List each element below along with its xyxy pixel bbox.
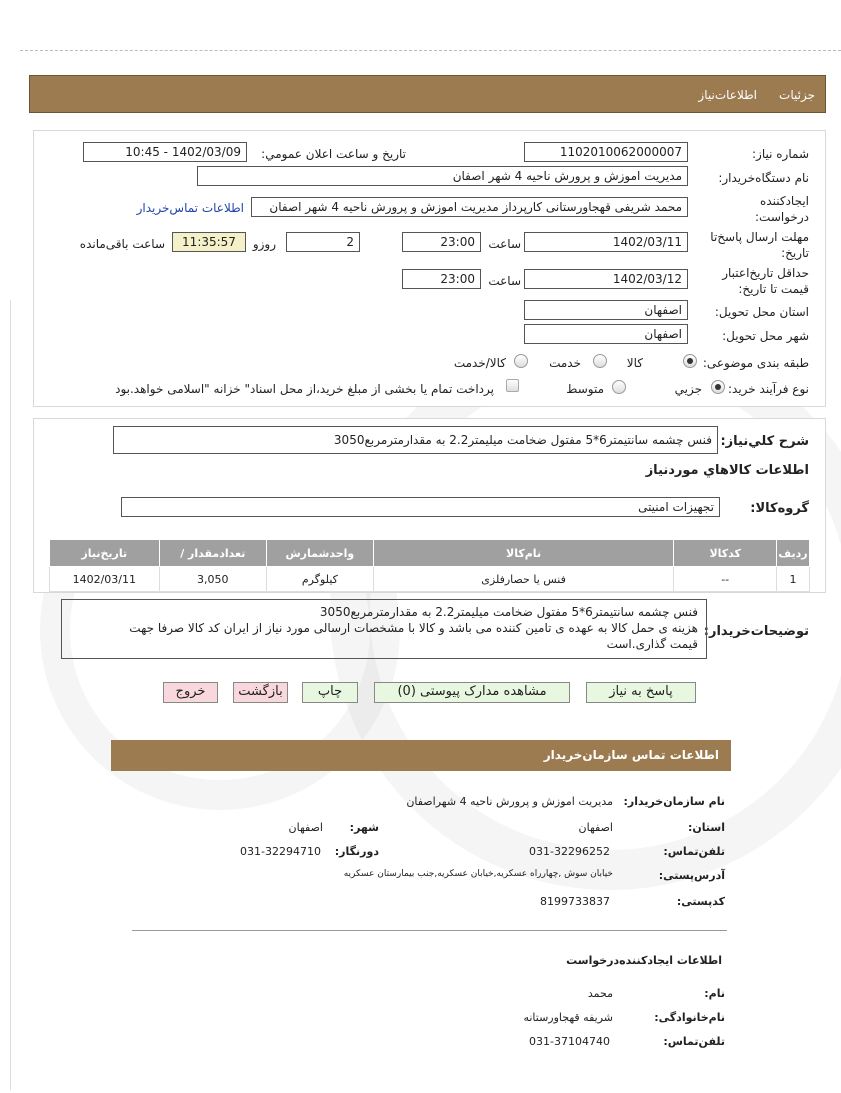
buyer-desc-line: قیمت گذاری.است: [606, 637, 698, 651]
announce-field: 1402/03/09 - 10:45: [83, 142, 247, 162]
contact-phone-label: تلفن‌تماس:: [663, 845, 725, 858]
table-cell: فنس یا حصارفلزی: [373, 567, 674, 592]
table-cell: 1402/03/11: [50, 567, 160, 592]
validity-date-field: 1402/03/12: [524, 269, 688, 289]
table-header: ردیف: [777, 540, 810, 567]
table-header: کدکالا: [674, 540, 777, 567]
validity-time-label: ساعت: [488, 274, 521, 288]
deadline-date-field: 1402/03/11: [524, 232, 688, 252]
header-bar: [29, 75, 826, 113]
buyer-desc-label: توضیحات‌خریدار:: [703, 624, 809, 639]
buyer-org-label: نام دستگاه‌خریدار:: [718, 171, 809, 185]
creator-label: ایجادکننده: [760, 194, 809, 208]
tab-need-info[interactable]: اطلاعات‌نیاز: [698, 88, 757, 102]
validity-time-field: 23:00: [402, 269, 481, 289]
buyer-contact-link[interactable]: اطلاعات تماس‌خریدار: [136, 201, 244, 215]
day-label: روزو: [252, 237, 276, 251]
deadline-time-label: ساعت: [488, 237, 521, 251]
exit-button[interactable]: خروج: [163, 682, 218, 703]
contact-divider: [132, 930, 727, 931]
contact-province: اصفهان: [578, 821, 613, 834]
province-label: استان محل تحویل:: [714, 305, 809, 319]
table-header: تعدادمقدار /: [159, 540, 266, 567]
need-number-field: 1102010062000007: [524, 142, 688, 162]
city-field: اصفهان: [524, 324, 688, 344]
buyer-org-field: مدیریت اموزش و پرورش ناحیه 4 شهر اصفان: [197, 166, 688, 186]
radio-medium[interactable]: [612, 380, 626, 394]
creator-field: محمد شریفی قهجاورستانی کارپرداز مدیریت اموزش و پرورش ناحیه 4 شهر اصفان: [251, 197, 688, 217]
contact-org-label: نام سازمان‌خریدار:: [623, 795, 725, 808]
radio-service[interactable]: [593, 354, 607, 368]
table-cell: 3,050: [159, 567, 266, 592]
table-cell: کیلوگرم: [266, 567, 373, 592]
contact-city: اصفهان: [288, 821, 323, 834]
table-header: نام‌کالا: [373, 540, 674, 567]
days-field: 2: [286, 232, 360, 252]
print-button[interactable]: چاپ: [302, 682, 358, 703]
announce-label: تاریخ و ساعت اعلان عمومي:: [261, 147, 406, 161]
need-number-label: شماره نیاز:: [752, 147, 809, 161]
table-cell: 1: [777, 567, 810, 592]
contact-address-label: آدرس‌پستی:: [658, 869, 725, 882]
tab-details[interactable]: جزئیات: [779, 88, 815, 102]
contact-org: مدیریت اموزش و پرورش ناحیه 4 شهراصفان: [406, 795, 613, 808]
table-header: تاریخ‌نیاز: [50, 540, 160, 567]
radio-partial-label: جزیي: [674, 382, 702, 396]
table-header: واحدشمارش: [266, 540, 373, 567]
creator-phone: 031-37104740: [529, 1035, 610, 1048]
creator-family: شریفه قهجاورستانه: [523, 1011, 613, 1024]
radio-service-label: خدمت: [549, 356, 581, 370]
contact-city-label: شهر:: [349, 821, 379, 834]
creator-family-label: نام‌خانوادگی:: [654, 1011, 725, 1024]
validity-label-2: قیمت تا تاریخ:: [738, 282, 809, 296]
buyer-desc-line: هزینه ی حمل کالا به عهده ی تامین کننده می باشد و کالا با مشخصات ارسالی مورد نیاز از ایران کد کالا صرفا جهت: [129, 621, 698, 635]
remaining-label: ساعت باقی‌مانده: [79, 237, 165, 251]
deadline-label: مهلت ارسال پاسخ‌تا: [710, 230, 809, 244]
process-label: نوع فرآیند خرید:: [728, 382, 809, 396]
contact-fax: 031-32294710: [240, 845, 321, 858]
creator-info-title: اطلاعات ایجادکننده‌درخواست: [566, 954, 722, 967]
summary-label: شرح کلي‌نیاز:: [720, 434, 809, 449]
contact-postal-label: کدپستی:: [676, 895, 725, 908]
group-label: گروه‌کالا:: [750, 501, 809, 516]
table-header-row: [50, 540, 810, 567]
creator-label-2: درخواست:: [755, 210, 809, 224]
contact-address: خیابان سوش ,چهارراه عسکریه,خیابان عسکریه,جنب بیمارستان عسکریه: [343, 869, 613, 879]
deadline-label-2: تاریخ:: [781, 246, 809, 260]
back-button[interactable]: بازگشت: [233, 682, 288, 703]
validity-label: حداقل تاریخ‌اعتبار: [722, 266, 809, 280]
contact-phone: 031-32296252: [529, 845, 610, 858]
attachments-button[interactable]: مشاهده مدارک پیوستی (0): [374, 682, 570, 703]
top-divider: [20, 50, 841, 51]
group-field: تجهیزات امنیتی: [121, 497, 720, 517]
contact-postal: 8199733837: [540, 895, 610, 908]
province-field: اصفهان: [524, 300, 688, 320]
summary-field: فنس چشمه سانتیمتر6*5 مفتول ضخامت میلیمتر2.2 به مقدارمترمربع3050: [113, 426, 718, 454]
city-label: شهر محل تحویل:: [722, 329, 809, 343]
left-border: [10, 300, 11, 1090]
buyer-desc-line: فنس چشمه سانتیمتر6*5 مفتول ضخامت میلیمتر2.2 به مقدارمترمربع3050: [319, 605, 698, 619]
treasury-payment-note: پرداخت تمام یا بخشی از مبلغ خرید،از محل اسناد" خزانه "اسلامی خواهد.بود: [115, 382, 494, 396]
treasury-payment-checkbox[interactable]: [506, 379, 519, 392]
items-table: [49, 539, 810, 592]
contact-title: اطلاعات تماس سازمان‌خریدار: [543, 748, 719, 762]
radio-goods-service[interactable]: [514, 354, 528, 368]
deadline-time-field: 23:00: [402, 232, 481, 252]
creator-name-label: نام:: [704, 987, 725, 1000]
contact-header-bar: [111, 740, 731, 771]
radio-medium-label: متوسط: [566, 382, 604, 396]
radio-goods[interactable]: [683, 354, 697, 368]
category-label: طبقه بندی موضوعی:: [702, 356, 809, 370]
remaining-time-field: 11:35:57: [172, 232, 246, 252]
contact-fax-label: دورنگار:: [334, 845, 379, 858]
creator-phone-label: تلفن‌تماس:: [663, 1035, 725, 1048]
buyer-desc-box: [61, 599, 707, 659]
items-title: اطلاعات کالاهاي موردنیاز: [645, 463, 809, 478]
radio-partial[interactable]: [711, 380, 725, 394]
table-row: [50, 567, 810, 592]
creator-name: محمد: [587, 987, 613, 1000]
reply-button[interactable]: پاسخ به نیاز: [586, 682, 696, 703]
table-cell: --: [674, 567, 777, 592]
radio-goods-label: کالا: [626, 356, 643, 370]
contact-province-label: استان:: [688, 821, 725, 834]
radio-goods-service-label: کالا/خدمت: [453, 356, 506, 370]
